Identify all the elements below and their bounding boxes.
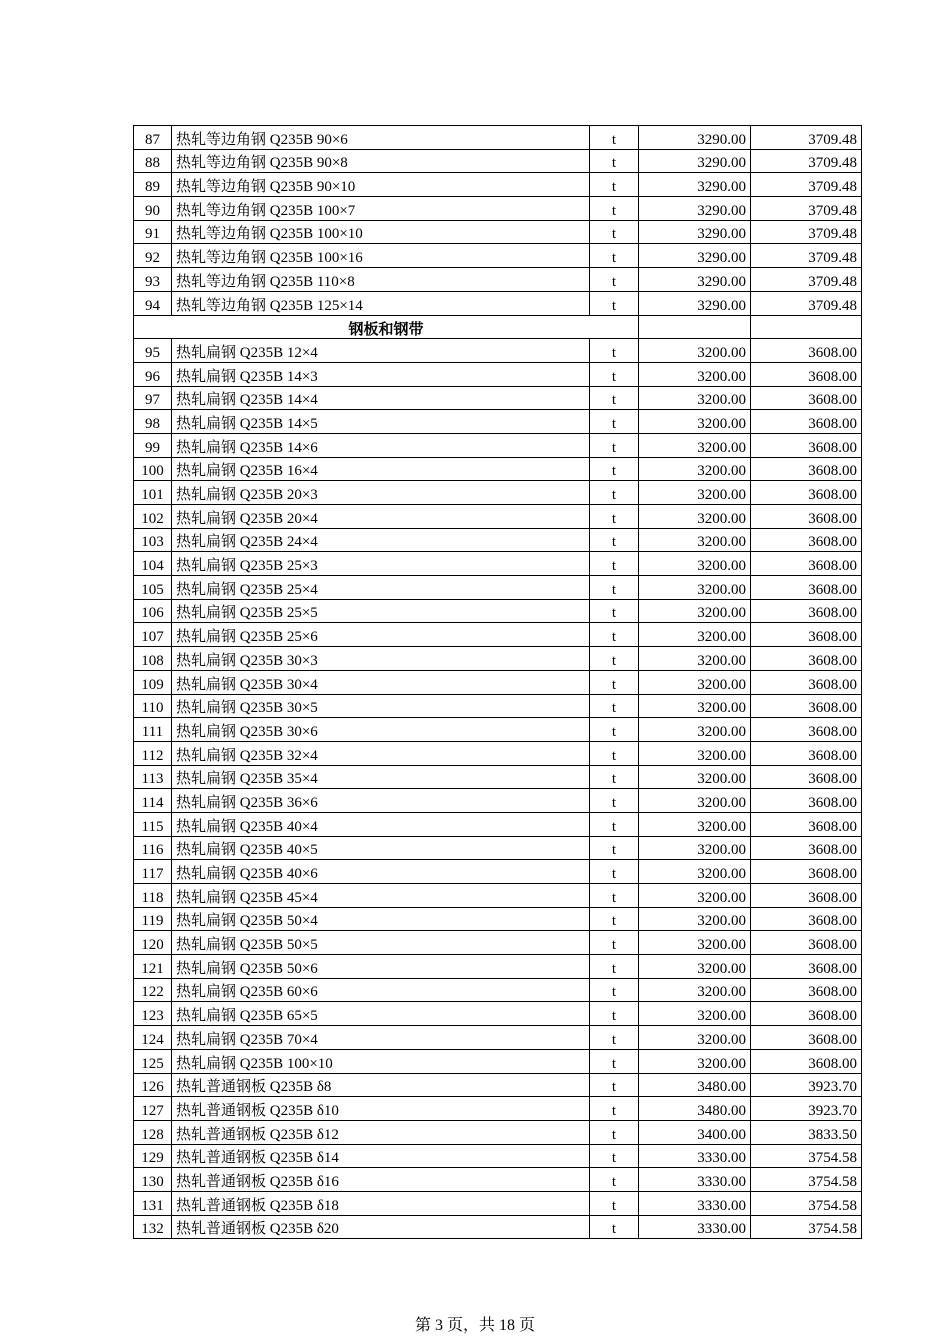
- price-incl-tax: 3608.00: [751, 433, 862, 457]
- item-name: 热轧扁钢 Q235B 25×6: [172, 623, 590, 647]
- table-row: [134, 978, 862, 1002]
- item-name: 热轧扁钢 Q235B 30×4: [172, 670, 590, 694]
- price-incl-tax: 3608.00: [751, 599, 862, 623]
- row-number: 129: [134, 1144, 172, 1168]
- row-number: 115: [134, 812, 172, 836]
- table-row: [134, 244, 862, 268]
- unit-cell: t: [590, 884, 639, 908]
- item-name: 热轧扁钢 Q235B 100×10: [172, 1049, 590, 1073]
- price-incl-tax: 3608.00: [751, 647, 862, 671]
- table-row: [134, 789, 862, 813]
- item-name: 热轧扁钢 Q235B 14×6: [172, 433, 590, 457]
- item-name: 热轧普通钢板 Q235B δ18: [172, 1191, 590, 1215]
- price-incl-tax: 3608.00: [751, 505, 862, 529]
- item-name: 热轧扁钢 Q235B 35×4: [172, 765, 590, 789]
- price-incl-tax: 3608.00: [751, 955, 862, 979]
- table-row: [134, 433, 862, 457]
- row-number: 91: [134, 220, 172, 244]
- price-excl-tax: 3200.00: [639, 978, 751, 1002]
- unit-cell: t: [590, 718, 639, 742]
- row-number: 90: [134, 197, 172, 221]
- table-row: [134, 505, 862, 529]
- item-name: 热轧扁钢 Q235B 60×6: [172, 978, 590, 1002]
- item-name: 热轧扁钢 Q235B 25×5: [172, 599, 590, 623]
- item-name: 热轧扁钢 Q235B 40×5: [172, 836, 590, 860]
- price-excl-tax: 3200.00: [639, 931, 751, 955]
- price-incl-tax: 3608.00: [751, 552, 862, 576]
- price-incl-tax: 3709.48: [751, 126, 862, 150]
- price-excl-tax: 3200.00: [639, 362, 751, 386]
- item-name: 热轧等边角钢 Q235B 110×8: [172, 268, 590, 292]
- item-name: 热轧扁钢 Q235B 40×4: [172, 812, 590, 836]
- unit-cell: t: [590, 623, 639, 647]
- price-excl-tax: 3200.00: [639, 765, 751, 789]
- empty-cell: [751, 315, 862, 339]
- row-number: 103: [134, 528, 172, 552]
- item-name: 热轧等边角钢 Q235B 125×14: [172, 291, 590, 315]
- unit-cell: t: [590, 410, 639, 434]
- unit-cell: t: [590, 694, 639, 718]
- price-excl-tax: 3330.00: [639, 1168, 751, 1192]
- price-incl-tax: 3608.00: [751, 457, 862, 481]
- row-number: 112: [134, 741, 172, 765]
- table-row: [134, 1073, 862, 1097]
- unit-cell: t: [590, 220, 639, 244]
- row-number: 130: [134, 1168, 172, 1192]
- table-row: [134, 1120, 862, 1144]
- price-incl-tax: 3833.50: [751, 1120, 862, 1144]
- unit-cell: t: [590, 268, 639, 292]
- unit-cell: t: [590, 907, 639, 931]
- price-excl-tax: 3200.00: [639, 576, 751, 600]
- unit-cell: t: [590, 670, 639, 694]
- table-row: [134, 1097, 862, 1121]
- unit-cell: t: [590, 386, 639, 410]
- price-incl-tax: 3709.48: [751, 197, 862, 221]
- price-excl-tax: 3330.00: [639, 1144, 751, 1168]
- row-number: 123: [134, 1002, 172, 1026]
- row-number: 132: [134, 1215, 172, 1239]
- item-name: 热轧等边角钢 Q235B 90×8: [172, 149, 590, 173]
- row-number: 93: [134, 268, 172, 292]
- price-excl-tax: 3290.00: [639, 149, 751, 173]
- price-excl-tax: 3200.00: [639, 670, 751, 694]
- price-incl-tax: 3709.48: [751, 291, 862, 315]
- price-excl-tax: 3200.00: [639, 623, 751, 647]
- price-incl-tax: 3608.00: [751, 623, 862, 647]
- item-name: 热轧等边角钢 Q235B 90×6: [172, 126, 590, 150]
- row-number: 119: [134, 907, 172, 931]
- item-name: 热轧扁钢 Q235B 50×4: [172, 907, 590, 931]
- price-incl-tax: 3608.00: [751, 1026, 862, 1050]
- price-incl-tax: 3608.00: [751, 362, 862, 386]
- unit-cell: t: [590, 291, 639, 315]
- table-row: [134, 220, 862, 244]
- unit-cell: t: [590, 457, 639, 481]
- item-name: 热轧扁钢 Q235B 32×4: [172, 741, 590, 765]
- empty-cell: [639, 315, 751, 339]
- price-excl-tax: 3200.00: [639, 836, 751, 860]
- table-row: [134, 623, 862, 647]
- price-excl-tax: 3200.00: [639, 386, 751, 410]
- item-name: 热轧扁钢 Q235B 16×4: [172, 457, 590, 481]
- row-number: 88: [134, 149, 172, 173]
- item-name: 热轧普通钢板 Q235B δ16: [172, 1168, 590, 1192]
- table-row: [134, 339, 862, 363]
- price-table: [133, 125, 862, 1239]
- row-number: 94: [134, 291, 172, 315]
- table-row: [134, 576, 862, 600]
- item-name: 热轧普通钢板 Q235B δ20: [172, 1215, 590, 1239]
- price-incl-tax: 3608.00: [751, 1002, 862, 1026]
- row-number: 131: [134, 1191, 172, 1215]
- item-name: 热轧扁钢 Q235B 50×6: [172, 955, 590, 979]
- item-name: 热轧扁钢 Q235B 20×3: [172, 481, 590, 505]
- price-excl-tax: 3200.00: [639, 1002, 751, 1026]
- price-excl-tax: 3200.00: [639, 481, 751, 505]
- unit-cell: t: [590, 244, 639, 268]
- price-incl-tax: 3709.48: [751, 220, 862, 244]
- price-excl-tax: 3330.00: [639, 1191, 751, 1215]
- price-excl-tax: 3290.00: [639, 220, 751, 244]
- row-number: 97: [134, 386, 172, 410]
- row-number: 95: [134, 339, 172, 363]
- row-number: 96: [134, 362, 172, 386]
- price-incl-tax: 3608.00: [751, 694, 862, 718]
- table-row: [134, 126, 862, 150]
- row-number: 122: [134, 978, 172, 1002]
- table-row: [134, 552, 862, 576]
- price-incl-tax: 3923.70: [751, 1073, 862, 1097]
- table-row: [134, 1026, 862, 1050]
- price-incl-tax: 3709.48: [751, 149, 862, 173]
- table-row: [134, 1049, 862, 1073]
- unit-cell: t: [590, 1097, 639, 1121]
- row-number: 116: [134, 836, 172, 860]
- price-excl-tax: 3200.00: [639, 647, 751, 671]
- row-number: 127: [134, 1097, 172, 1121]
- unit-cell: t: [590, 741, 639, 765]
- item-name: 热轧扁钢 Q235B 30×3: [172, 647, 590, 671]
- table-row: [134, 149, 862, 173]
- unit-cell: t: [590, 1073, 639, 1097]
- row-number: 98: [134, 410, 172, 434]
- row-number: 118: [134, 884, 172, 908]
- item-name: 热轧扁钢 Q235B 20×4: [172, 505, 590, 529]
- row-number: 108: [134, 647, 172, 671]
- row-number: 100: [134, 457, 172, 481]
- item-name: 热轧等边角钢 Q235B 90×10: [172, 173, 590, 197]
- price-excl-tax: 3290.00: [639, 291, 751, 315]
- unit-cell: t: [590, 812, 639, 836]
- item-name: 热轧等边角钢 Q235B 100×7: [172, 197, 590, 221]
- table-row: [134, 765, 862, 789]
- price-excl-tax: 3480.00: [639, 1073, 751, 1097]
- price-incl-tax: 3754.58: [751, 1215, 862, 1239]
- item-name: 热轧扁钢 Q235B 24×4: [172, 528, 590, 552]
- price-incl-tax: 3608.00: [751, 931, 862, 955]
- table-row: [134, 291, 862, 315]
- item-name: 热轧等边角钢 Q235B 100×10: [172, 220, 590, 244]
- section-title: 钢板和钢带: [134, 315, 639, 339]
- row-number: 113: [134, 765, 172, 789]
- price-excl-tax: 3200.00: [639, 694, 751, 718]
- unit-cell: t: [590, 528, 639, 552]
- unit-cell: t: [590, 362, 639, 386]
- table-row: [134, 670, 862, 694]
- row-number: 101: [134, 481, 172, 505]
- item-name: 热轧普通钢板 Q235B δ12: [172, 1120, 590, 1144]
- price-incl-tax: 3608.00: [751, 410, 862, 434]
- table-row: [134, 528, 862, 552]
- page-footer: 第 3 页，共 18 页: [414, 1317, 535, 1334]
- item-name: 热轧扁钢 Q235B 40×6: [172, 860, 590, 884]
- item-name: 热轧扁钢 Q235B 25×3: [172, 552, 590, 576]
- table-row: [134, 694, 862, 718]
- price-incl-tax: 3608.00: [751, 907, 862, 931]
- table-row: [134, 1144, 862, 1168]
- table-row: [134, 197, 862, 221]
- table-row: [134, 1215, 862, 1239]
- item-name: 热轧扁钢 Q235B 65×5: [172, 1002, 590, 1026]
- item-name: 热轧普通钢板 Q235B δ8: [172, 1073, 590, 1097]
- item-name: 热轧等边角钢 Q235B 100×16: [172, 244, 590, 268]
- unit-cell: t: [590, 1215, 639, 1239]
- table-row: [134, 362, 862, 386]
- price-excl-tax: 3290.00: [639, 244, 751, 268]
- unit-cell: t: [590, 505, 639, 529]
- price-excl-tax: 3200.00: [639, 410, 751, 434]
- row-number: 107: [134, 623, 172, 647]
- unit-cell: t: [590, 339, 639, 363]
- unit-cell: t: [590, 173, 639, 197]
- row-number: 109: [134, 670, 172, 694]
- table-row: [134, 1168, 862, 1192]
- row-number: 89: [134, 173, 172, 197]
- item-name: 热轧普通钢板 Q235B δ10: [172, 1097, 590, 1121]
- item-name: 热轧扁钢 Q235B 45×4: [172, 884, 590, 908]
- item-name: 热轧扁钢 Q235B 14×5: [172, 410, 590, 434]
- price-incl-tax: 3608.00: [751, 789, 862, 813]
- unit-cell: t: [590, 1191, 639, 1215]
- price-excl-tax: 3290.00: [639, 173, 751, 197]
- unit-cell: t: [590, 481, 639, 505]
- table-row: [134, 884, 862, 908]
- table-row: [134, 741, 862, 765]
- unit-cell: t: [590, 1144, 639, 1168]
- row-number: 102: [134, 505, 172, 529]
- price-incl-tax: 3709.48: [751, 173, 862, 197]
- price-incl-tax: 3754.58: [751, 1191, 862, 1215]
- table-row: [134, 1191, 862, 1215]
- unit-cell: t: [590, 1049, 639, 1073]
- price-excl-tax: 3200.00: [639, 599, 751, 623]
- price-excl-tax: 3330.00: [639, 1215, 751, 1239]
- item-name: 热轧扁钢 Q235B 14×3: [172, 362, 590, 386]
- unit-cell: t: [590, 860, 639, 884]
- price-incl-tax: 3608.00: [751, 386, 862, 410]
- row-number: 128: [134, 1120, 172, 1144]
- table-row: [134, 268, 862, 292]
- price-excl-tax: 3200.00: [639, 505, 751, 529]
- price-excl-tax: 3200.00: [639, 718, 751, 742]
- price-excl-tax: 3200.00: [639, 884, 751, 908]
- row-number: 111: [134, 718, 172, 742]
- price-incl-tax: 3754.58: [751, 1144, 862, 1168]
- item-name: 热轧扁钢 Q235B 25×4: [172, 576, 590, 600]
- item-name: 热轧普通钢板 Q235B δ14: [172, 1144, 590, 1168]
- item-name: 热轧扁钢 Q235B 36×6: [172, 789, 590, 813]
- price-excl-tax: 3200.00: [639, 907, 751, 931]
- unit-cell: t: [590, 126, 639, 150]
- table-row: [134, 1002, 862, 1026]
- price-incl-tax: 3608.00: [751, 884, 862, 908]
- price-table-body: [134, 126, 862, 1239]
- table-row: [134, 812, 862, 836]
- table-row: [134, 718, 862, 742]
- row-number: 106: [134, 599, 172, 623]
- price-incl-tax: 3608.00: [751, 741, 862, 765]
- unit-cell: t: [590, 1168, 639, 1192]
- price-incl-tax: 3608.00: [751, 1049, 862, 1073]
- table-row: [134, 410, 862, 434]
- price-incl-tax: 3608.00: [751, 812, 862, 836]
- unit-cell: t: [590, 149, 639, 173]
- section-header-row: [134, 315, 862, 339]
- row-number: 105: [134, 576, 172, 600]
- price-incl-tax: 3608.00: [751, 860, 862, 884]
- row-number: 92: [134, 244, 172, 268]
- unit-cell: t: [590, 433, 639, 457]
- row-number: 126: [134, 1073, 172, 1097]
- unit-cell: t: [590, 1026, 639, 1050]
- price-excl-tax: 3290.00: [639, 197, 751, 221]
- price-excl-tax: 3200.00: [639, 433, 751, 457]
- item-name: 热轧扁钢 Q235B 70×4: [172, 1026, 590, 1050]
- row-number: 117: [134, 860, 172, 884]
- price-incl-tax: 3608.00: [751, 836, 862, 860]
- row-number: 114: [134, 789, 172, 813]
- unit-cell: t: [590, 197, 639, 221]
- item-name: 热轧扁钢 Q235B 50×5: [172, 931, 590, 955]
- table-row: [134, 955, 862, 979]
- unit-cell: t: [590, 1120, 639, 1144]
- table-row: [134, 457, 862, 481]
- price-excl-tax: 3200.00: [639, 528, 751, 552]
- price-incl-tax: 3608.00: [751, 339, 862, 363]
- price-excl-tax: 3400.00: [639, 1120, 751, 1144]
- unit-cell: t: [590, 765, 639, 789]
- table-row: [134, 481, 862, 505]
- price-excl-tax: 3200.00: [639, 1049, 751, 1073]
- price-incl-tax: 3608.00: [751, 576, 862, 600]
- price-excl-tax: 3200.00: [639, 339, 751, 363]
- price-incl-tax: 3608.00: [751, 978, 862, 1002]
- unit-cell: t: [590, 647, 639, 671]
- row-number: 87: [134, 126, 172, 150]
- price-excl-tax: 3290.00: [639, 126, 751, 150]
- unit-cell: t: [590, 599, 639, 623]
- table-row: [134, 599, 862, 623]
- item-name: 热轧扁钢 Q235B 14×4: [172, 386, 590, 410]
- row-number: 125: [134, 1049, 172, 1073]
- unit-cell: t: [590, 576, 639, 600]
- table-row: [134, 836, 862, 860]
- price-incl-tax: 3608.00: [751, 718, 862, 742]
- price-excl-tax: 3200.00: [639, 812, 751, 836]
- table-row: [134, 386, 862, 410]
- table-row: [134, 860, 862, 884]
- unit-cell: t: [590, 978, 639, 1002]
- row-number: 110: [134, 694, 172, 718]
- price-incl-tax: 3709.48: [751, 244, 862, 268]
- price-excl-tax: 3200.00: [639, 955, 751, 979]
- price-incl-tax: 3608.00: [751, 481, 862, 505]
- row-number: 120: [134, 931, 172, 955]
- price-excl-tax: 3200.00: [639, 741, 751, 765]
- unit-cell: t: [590, 955, 639, 979]
- price-incl-tax: 3608.00: [751, 670, 862, 694]
- row-number: 99: [134, 433, 172, 457]
- unit-cell: t: [590, 552, 639, 576]
- unit-cell: t: [590, 836, 639, 860]
- table-row: [134, 647, 862, 671]
- price-excl-tax: 3200.00: [639, 860, 751, 884]
- price-excl-tax: 3200.00: [639, 552, 751, 576]
- unit-cell: t: [590, 931, 639, 955]
- item-name: 热轧扁钢 Q235B 12×4: [172, 339, 590, 363]
- price-excl-tax: 3290.00: [639, 268, 751, 292]
- unit-cell: t: [590, 789, 639, 813]
- table-row: [134, 173, 862, 197]
- item-name: 热轧扁钢 Q235B 30×6: [172, 718, 590, 742]
- row-number: 124: [134, 1026, 172, 1050]
- item-name: 热轧扁钢 Q235B 30×5: [172, 694, 590, 718]
- price-excl-tax: 3200.00: [639, 789, 751, 813]
- table-row: [134, 907, 862, 931]
- row-number: 121: [134, 955, 172, 979]
- price-incl-tax: 3709.48: [751, 268, 862, 292]
- price-incl-tax: 3754.58: [751, 1168, 862, 1192]
- unit-cell: t: [590, 1002, 639, 1026]
- row-number: 104: [134, 552, 172, 576]
- price-incl-tax: 3608.00: [751, 528, 862, 552]
- table-row: [134, 931, 862, 955]
- price-incl-tax: 3608.00: [751, 765, 862, 789]
- price-excl-tax: 3480.00: [639, 1097, 751, 1121]
- price-excl-tax: 3200.00: [639, 1026, 751, 1050]
- price-incl-tax: 3923.70: [751, 1097, 862, 1121]
- price-excl-tax: 3200.00: [639, 457, 751, 481]
